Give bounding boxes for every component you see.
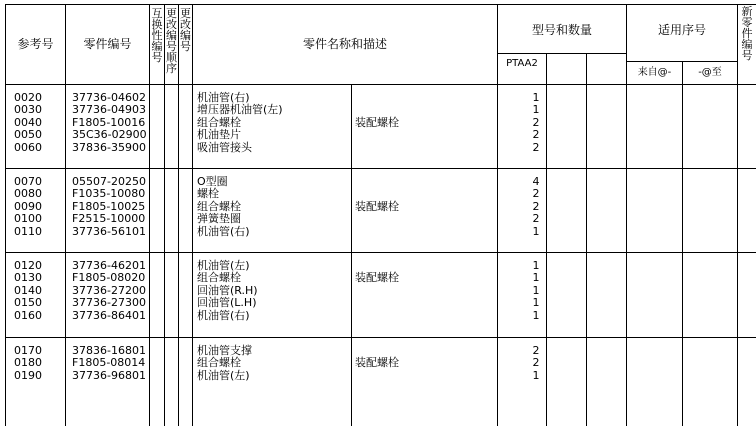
part-remark — [355, 129, 399, 141]
header-new-part-no: 新零件编号 — [741, 5, 753, 62]
group-ref-col — [14, 345, 42, 382]
header-serial-to: -@至 — [698, 67, 722, 78]
header-part-no: 零件编号 — [83, 37, 132, 51]
part-no: 35C36-02900 — [72, 128, 147, 142]
part-no: F2515-10000 — [72, 212, 146, 226]
part-no: F1805-10025 — [72, 199, 146, 213]
quantity: 1 — [532, 91, 540, 104]
quantity: 1 — [532, 296, 540, 310]
ref-no: 0060 — [14, 140, 42, 154]
col-border — [5, 4, 6, 426]
header-model-code: PTAA2 — [506, 58, 538, 69]
part-no: 37736-04903 — [72, 103, 146, 117]
group-ref-col — [14, 92, 42, 154]
part-remark: 装配螺栓 — [355, 115, 399, 129]
quantity: 1 — [532, 103, 540, 117]
part-name: 组合螺栓 — [197, 199, 241, 213]
ref-no: 0080 — [14, 187, 42, 201]
group-remark-col — [355, 176, 399, 238]
group-divider — [5, 168, 756, 169]
part-name: 弹簧垫圈 — [197, 212, 241, 226]
part-name: 机油管(右) — [197, 224, 250, 238]
ref-no: 0050 — [14, 128, 42, 142]
ref-no: 0170 — [14, 344, 42, 357]
model-subheader-line — [497, 53, 626, 54]
quantity: 1 — [532, 271, 540, 285]
part-name: 组合螺栓 — [197, 356, 241, 370]
part-no: 37836-16801 — [72, 344, 146, 357]
col-border — [149, 4, 150, 426]
col-border — [65, 4, 66, 426]
ref-no: 0100 — [14, 212, 42, 226]
group-remark-col — [355, 260, 399, 322]
quantity: 1 — [532, 308, 540, 322]
group-name-col — [197, 176, 250, 238]
ref-no: 0040 — [14, 115, 42, 129]
part-no: F1805-08020 — [72, 271, 146, 285]
group-remark-col — [355, 92, 399, 154]
group-part-col — [72, 92, 147, 154]
group-part-col — [72, 345, 146, 382]
part-remark — [355, 226, 399, 238]
part-remark — [355, 92, 399, 104]
quantity: 2 — [532, 199, 540, 213]
part-name: 回油管(L.H) — [197, 296, 257, 310]
part-remark — [355, 297, 399, 309]
quantity: 2 — [532, 344, 540, 357]
ref-no: 0030 — [14, 103, 42, 117]
quantity: 4 — [532, 175, 540, 188]
part-no: 37836-35900 — [72, 140, 146, 154]
header-bottom-border — [5, 84, 756, 85]
part-name: O型圈 — [197, 175, 228, 188]
ref-no: 0190 — [14, 368, 42, 382]
ref-no: 0120 — [14, 259, 42, 272]
part-name: 组合螺栓 — [197, 115, 241, 129]
group-divider — [5, 337, 756, 338]
header-model-qty: 型号和数量 — [531, 23, 592, 37]
ref-no: 0110 — [14, 224, 42, 238]
header-serial-range: 适用序号 — [657, 23, 706, 37]
col-border — [351, 84, 352, 426]
quantity: 2 — [532, 356, 540, 370]
col-border — [682, 61, 683, 426]
header-change-no: 更改编号 — [180, 7, 191, 53]
header-name-desc: 零件名称和描述 — [302, 37, 387, 51]
group-remark-col — [355, 345, 399, 382]
part-remark — [355, 176, 399, 188]
quantity: 2 — [532, 115, 540, 129]
part-remark: 装配螺栓 — [355, 199, 399, 213]
ref-no: 0090 — [14, 199, 42, 213]
quantity: 2 — [532, 212, 540, 226]
part-no: 37736-04602 — [72, 91, 146, 104]
group-name-col — [197, 260, 258, 322]
part-no: 05507-20250 — [72, 175, 146, 188]
table-top-border — [5, 4, 756, 5]
header-ref-no: 参考号 — [17, 37, 54, 51]
quantity: 2 — [532, 128, 540, 142]
col-border — [178, 4, 179, 426]
quantity: 1 — [532, 368, 540, 382]
quantity: 1 — [532, 283, 540, 297]
part-name: 机油管支撑 — [197, 344, 252, 357]
ref-no: 0160 — [14, 308, 42, 322]
part-name: 机油管(右) — [197, 308, 250, 322]
part-remark: 装配螺栓 — [355, 356, 399, 370]
col-border — [737, 4, 738, 426]
ref-no: 0020 — [14, 91, 42, 104]
group-ref-col — [14, 260, 42, 322]
ref-no: 0130 — [14, 271, 42, 285]
quantity: 1 — [532, 259, 540, 272]
part-no: 37736-27200 — [72, 283, 146, 297]
part-no: F1805-10016 — [72, 115, 146, 129]
group-divider — [5, 252, 756, 253]
part-name: 机油管(右) — [197, 91, 250, 104]
part-name: 机油管(左) — [197, 368, 250, 382]
part-remark — [355, 285, 399, 297]
part-name: 机油管(左) — [197, 259, 250, 272]
group-name-col — [197, 92, 283, 154]
ref-no: 0070 — [14, 175, 42, 188]
part-no: 37736-86401 — [72, 308, 146, 322]
part-name: 机油垫片 — [197, 128, 241, 142]
part-remark: 装配螺栓 — [355, 271, 399, 285]
ref-no: 0150 — [14, 296, 42, 310]
group-qty-col — [498, 345, 574, 382]
part-remark — [355, 213, 399, 225]
part-name: 螺栓 — [197, 187, 219, 201]
group-qty-col — [498, 176, 574, 238]
header-interchange-no: 互换性编号 — [151, 7, 163, 64]
part-remark — [355, 310, 399, 322]
quantity: 2 — [532, 187, 540, 201]
part-no: 37736-96801 — [72, 368, 146, 382]
part-remark — [355, 104, 399, 116]
part-name: 吸油管接头 — [197, 140, 252, 154]
header-serial-from: 来自@- — [637, 67, 672, 78]
part-name: 组合螺栓 — [197, 271, 241, 285]
part-no: 37736-46201 — [72, 259, 146, 272]
col-border — [586, 53, 587, 426]
part-no: F1035-10080 — [72, 187, 146, 201]
part-remark — [355, 188, 399, 200]
quantity: 1 — [532, 224, 540, 238]
part-no: 37736-56101 — [72, 224, 146, 238]
group-name-col — [197, 345, 252, 382]
group-ref-col — [14, 176, 42, 238]
part-no: F1805-08014 — [72, 356, 146, 370]
group-qty-col — [498, 260, 574, 322]
group-part-col — [72, 260, 146, 322]
col-border — [192, 4, 193, 426]
group-qty-col — [498, 92, 574, 154]
quantity: 2 — [532, 140, 540, 154]
part-name: 增压器机油管(左) — [197, 103, 283, 117]
ref-no: 0140 — [14, 283, 42, 297]
part-remark — [355, 142, 399, 154]
part-remark — [355, 370, 399, 382]
group-part-col — [72, 176, 146, 238]
part-no: 37736-27300 — [72, 296, 146, 310]
part-name: 回油管(R.H) — [197, 283, 258, 297]
ref-no: 0180 — [14, 356, 42, 370]
header-change-order: 更改编号顺序 — [166, 7, 177, 75]
